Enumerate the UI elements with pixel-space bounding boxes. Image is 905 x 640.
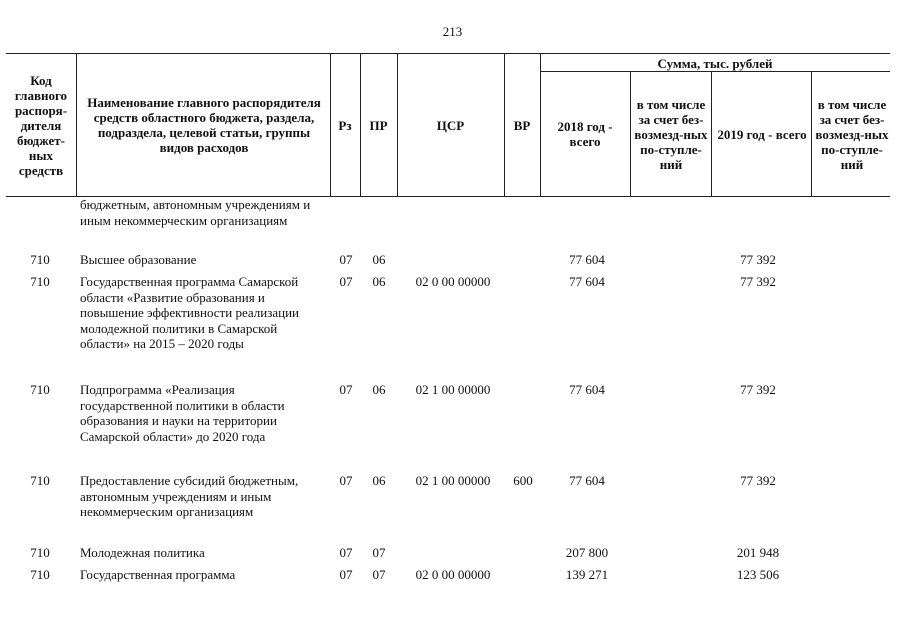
row-name: Подпрограмма «Реализация государственной политики в области образования и науки на территории Самарской области» до 2020 года	[80, 382, 285, 444]
row-2019-total: 77 392	[740, 382, 776, 397]
row-code: 710	[30, 545, 50, 560]
header-2018-total: 2018 год - всего	[557, 119, 613, 149]
row-name: Молодежная политика	[80, 545, 205, 560]
header-code: Код главного распоря-дителя бюджет-ных средств	[14, 72, 68, 178]
row-pr: 06	[372, 382, 386, 397]
row-2018-total: 77 604	[569, 274, 605, 289]
row-2018-total: 77 604	[569, 252, 605, 267]
row-rz: 07	[339, 545, 353, 560]
header-divider	[540, 54, 541, 196]
row-vr: 600	[513, 473, 533, 488]
header-vr: ВР	[513, 117, 531, 133]
header-sum-group: Сумма, тыс. рублей	[657, 55, 773, 71]
row-rz: 07	[339, 382, 353, 397]
row-csr: 02 0 00 00000	[415, 274, 491, 289]
row-rz: 07	[339, 274, 353, 289]
row-code: 710	[30, 252, 50, 267]
row-name: Предоставление субсидий бюджетным, автономным учреждениям и иным некоммерческим организациям	[80, 473, 299, 519]
header-divider	[630, 72, 631, 196]
row-name: Государственная программа Самарской области «Развитие образования и повышение эффективности реализации молодежной политики в Самарской области» на 2015 – 2020 годы	[80, 274, 299, 351]
header-2019-total: 2019 год - всего	[717, 126, 807, 142]
row-2019-total: 77 392	[740, 274, 776, 289]
row-2019-total: 77 392	[740, 252, 776, 267]
header-name: Наименование главного распорядителя средств областного бюджета, раздела, подраздела, целевой статьи, группы видов расходов	[87, 95, 321, 155]
table-header	[6, 53, 890, 197]
row-pr: 06	[372, 274, 386, 289]
row-csr: 02 1 00 00000	[415, 382, 491, 397]
row-pr: 07	[372, 567, 386, 582]
row-code: 710	[30, 473, 50, 488]
row-code: 710	[30, 567, 50, 582]
row-csr: 02 0 00 00000	[415, 567, 491, 582]
header-divider	[811, 72, 812, 196]
row-rz: 07	[339, 567, 353, 582]
row-pr: 07	[372, 545, 386, 560]
row-2019-total: 123 506	[736, 567, 780, 582]
row-rz: 07	[339, 252, 353, 267]
row-csr: 02 1 00 00000	[415, 473, 491, 488]
row-2019-total: 77 392	[740, 473, 776, 488]
row-pr: 06	[372, 473, 386, 488]
header-2018-free: в том числе за счет без-возмезд-ных по-ступле-ний	[634, 96, 708, 172]
header-csr: ЦСР	[436, 117, 465, 133]
header-2019-free: в том числе за счет без-возмезд-ных по-ступле-ний	[815, 96, 889, 172]
row-code: 710	[30, 274, 50, 289]
row-rz: 07	[339, 473, 353, 488]
row-pr: 06	[372, 252, 386, 267]
row-2018-total: 139 271	[565, 567, 609, 582]
row-2019-total: 201 948	[736, 545, 780, 560]
page-number: 213	[442, 24, 463, 39]
header-rz: Рз	[338, 117, 352, 133]
row-name: бюджетным, автономным учреждениям и иным некоммерческим организациям	[80, 197, 311, 228]
row-name: Высшее образование	[80, 252, 197, 267]
header-divider	[711, 72, 712, 196]
row-name: Государственная программа	[80, 567, 236, 582]
row-2018-total: 77 604	[569, 382, 605, 397]
header-divider	[76, 54, 77, 196]
header-pr: ПР	[369, 117, 388, 133]
row-2018-total: 207 800	[565, 545, 609, 560]
row-code: 710	[30, 382, 50, 397]
row-2018-total: 77 604	[569, 473, 605, 488]
